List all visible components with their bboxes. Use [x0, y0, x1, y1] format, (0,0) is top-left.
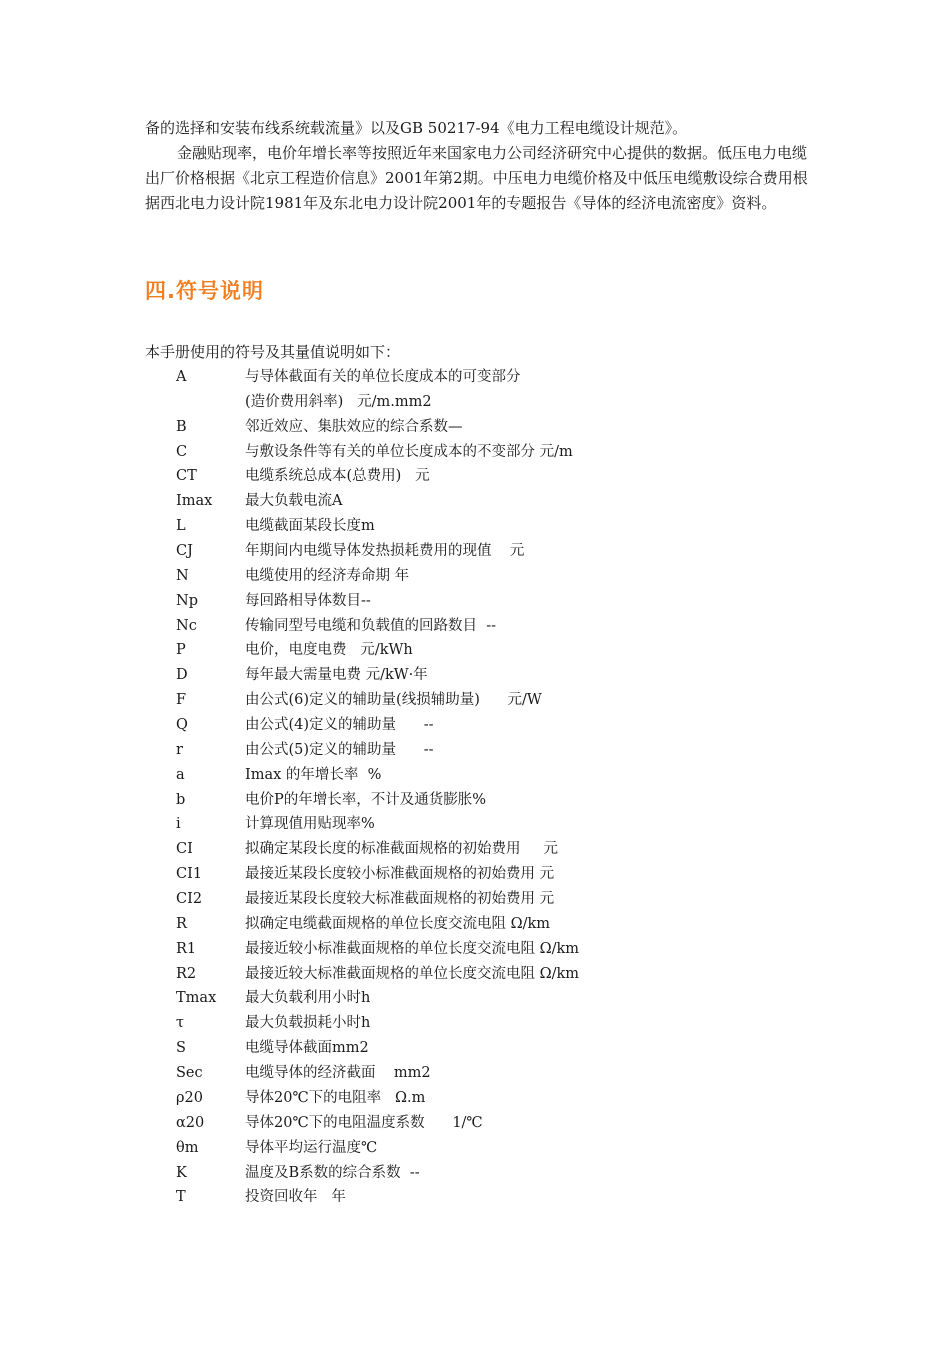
symbol-row [176, 638, 816, 663]
paragraph-2: 金融贴现率，电价年增长率等按照近年来国家电力公司经济研究中心提供的数据。低压电力电缆出厂价格根据《北京工程造价信息》2001年第2期。中压电力电缆价格及中低压电缆敷设综合费用根据西北电力设计院1981年及东北电力设计院2001年的专题报告《导体的经济电流密度》资料。 [145, 144, 808, 212]
symbol-description: 最大负载损耗小时h [245, 1015, 371, 1032]
symbol-name: A [176, 369, 187, 385]
symbol-description: 最接近较大标准截面规格的单位长度交流电阻 Ω/km [245, 965, 580, 982]
symbol-row [176, 365, 816, 390]
symbol-name: CI1 [176, 866, 203, 883]
symbol-row [176, 986, 816, 1011]
symbol-row [176, 1111, 816, 1136]
symbol-description: 计算现值用贴现率% [245, 816, 375, 833]
symbol-row [176, 663, 816, 688]
symbol-name [176, 390, 245, 415]
symbol-description: 电价P的年增长率，不计及通货膨胀% [245, 791, 487, 808]
symbol-name: Imax [176, 493, 213, 510]
symbol-description: Imax 的年增长率 % [245, 766, 382, 783]
symbol-name: D [176, 667, 188, 684]
symbol-row [176, 1185, 816, 1210]
symbol-row [176, 390, 816, 415]
symbol-row [176, 539, 816, 564]
symbol-name: Q [176, 717, 188, 734]
symbol-row [176, 862, 816, 887]
symbol-row [176, 440, 816, 465]
symbol-description: 年期间内电缆导体发热损耗费用的现值 元 [245, 543, 525, 560]
symbol-name: R1 [176, 940, 197, 957]
symbol-description: 拟确定电缆截面规格的单位长度交流电阻 Ω/km [245, 915, 551, 932]
symbol-row [176, 788, 816, 813]
symbol-row [176, 564, 816, 589]
symbol-name: Tmax [176, 990, 217, 1007]
symbol-row [176, 763, 816, 788]
symbol-description: 导体20℃下的电阻率 Ω.m [245, 1089, 426, 1106]
symbol-row [176, 713, 816, 738]
symbol-row [176, 489, 816, 514]
symbol-description: 电缆使用的经济寿命期 年 [245, 567, 410, 584]
symbol-row [176, 614, 816, 639]
symbol-row [176, 688, 816, 713]
paragraph-1: 备的选择和安装布线系统载流量》以及GB 50217-94《电力工程电缆设计规范》。 [145, 119, 688, 137]
symbol-row [176, 589, 816, 614]
symbol-name: α20 [176, 1114, 205, 1131]
symbol-row [176, 738, 816, 763]
symbol-name: CJ [176, 543, 193, 560]
symbol-description: 投资回收年 年 [245, 1189, 346, 1206]
symbol-description: 最接近较小标准截面规格的单位长度交流电阻 Ω/km [245, 940, 580, 957]
symbol-name: CT [176, 468, 197, 485]
symbol-row [176, 837, 816, 862]
symbol-row [176, 887, 816, 912]
symbol-row [176, 514, 816, 539]
symbol-row [176, 1011, 816, 1036]
symbol-description: 与敷设条件等有关的单位长度成本的不变部分 元/m [245, 443, 573, 460]
symbol-row [176, 812, 816, 837]
symbol-name: R2 [176, 965, 197, 982]
symbol-name: R [176, 915, 187, 932]
symbol-name: ρ20 [176, 1089, 203, 1106]
symbol-row [176, 1086, 816, 1111]
symbol-description: 拟确定某段长度的标准截面规格的初始费用 元 [245, 841, 559, 858]
symbol-row [176, 1036, 816, 1061]
symbol-row [176, 912, 816, 937]
symbol-name: P [176, 642, 186, 659]
symbol-description: 传输同型号电缆和负载值的回路数目 -- [245, 617, 497, 634]
symbol-description: 由公式(6)定义的辅助量(线损辅助量) 元/W [245, 692, 542, 709]
symbol-description: 由公式(5)定义的辅助量 -- [245, 741, 434, 758]
symbol-row [176, 415, 816, 440]
symbol-description: 电缆导体截面mm2 [245, 1040, 369, 1057]
symbol-name: r [176, 741, 183, 758]
symbol-name: θm [176, 1139, 199, 1156]
symbol-name: b [176, 791, 186, 808]
symbol-row [176, 1136, 816, 1161]
symbol-name: i [176, 816, 181, 833]
symbol-description: 导体20℃下的电阻温度系数 1/℃ [245, 1114, 483, 1131]
symbol-row [176, 937, 816, 962]
symbol-description: 与导体截面有关的单位长度成本的可变部分 [245, 369, 521, 385]
symbol-name: Np [176, 592, 198, 609]
symbol-description: 每回路相导体数目-- [245, 592, 371, 609]
symbol-description: (造价费用斜率) 元/m.mm2 [245, 393, 432, 410]
symbol-name: Nc [176, 617, 197, 634]
symbol-row [176, 1061, 816, 1086]
symbol-description: 最大负载利用小时h [245, 990, 371, 1007]
section-heading: 四.符号说明 [145, 279, 264, 303]
symbols-intro: 本手册使用的符号及其量值说明如下： [145, 343, 401, 361]
symbol-name: N [176, 567, 189, 584]
symbol-row [176, 464, 816, 489]
symbol-description: 最大负载电流A [245, 493, 343, 510]
symbol-name: CI2 [176, 891, 203, 908]
symbol-name: T [176, 1189, 186, 1206]
symbol-name: L [176, 518, 186, 535]
symbol-description: 温度及B系数的综合系数 -- [245, 1164, 420, 1181]
symbol-name: F [176, 692, 187, 709]
symbol-name: CI [176, 841, 193, 858]
symbol-description: 最接近某段长度较大标准截面规格的初始费用 元 [245, 891, 555, 908]
symbol-name: S [176, 1040, 186, 1057]
body-text-top [145, 116, 810, 216]
symbol-description: 由公式(4)定义的辅助量 -- [245, 717, 434, 734]
symbol-row [176, 962, 816, 987]
symbol-description: 最接近某段长度较小标准截面规格的初始费用 元 [245, 866, 555, 883]
symbol-description: 导体平均运行温度℃ [245, 1139, 378, 1156]
symbol-name: Sec [176, 1065, 203, 1082]
symbol-name: K [176, 1164, 187, 1181]
symbol-name: a [176, 766, 185, 783]
symbol-name: B [176, 418, 187, 435]
symbol-list [176, 365, 816, 1210]
symbol-description: 电缆导体的经济截面 mm2 [245, 1065, 431, 1082]
symbol-description: 邻近效应、集肤效应的综合系数— [245, 418, 463, 435]
symbol-description: 每年最大需量电费 元/kW·年 [245, 667, 428, 684]
symbol-description: 电缆截面某段长度m [245, 518, 375, 535]
symbol-description: 电价，电度电费 元/kWh [245, 642, 413, 659]
symbol-description: 电缆系统总成本(总费用) 元 [245, 468, 430, 485]
symbol-row [176, 1161, 816, 1186]
symbol-name: τ [176, 1015, 185, 1032]
symbol-name: C [176, 443, 188, 460]
